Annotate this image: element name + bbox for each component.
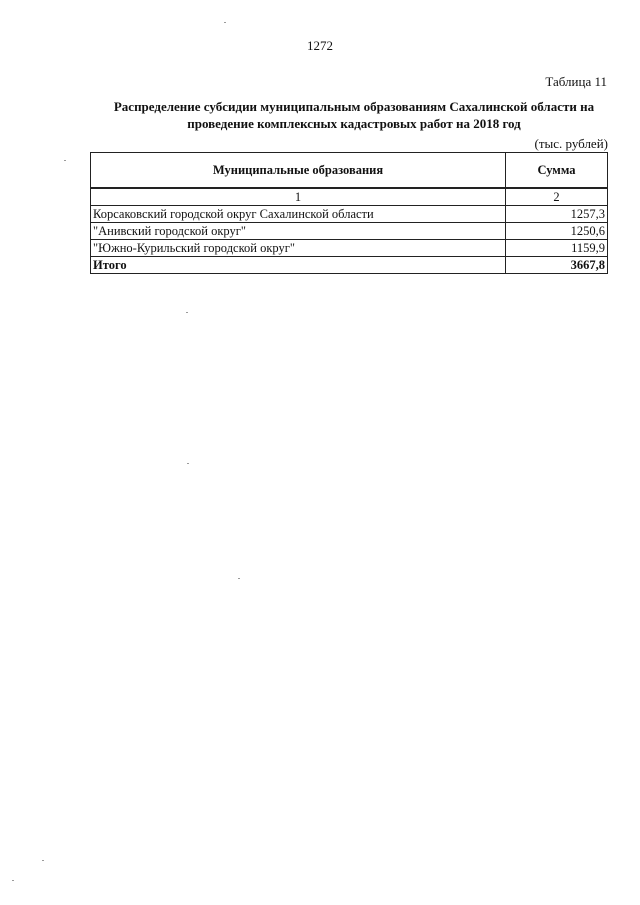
table-header-row <box>91 153 608 189</box>
table-row <box>91 223 608 240</box>
column-number-2: 2 <box>506 188 608 206</box>
scan-speck <box>186 312 188 313</box>
scan-speck <box>238 578 240 579</box>
row-name: "Южно-Курильский городской округ" <box>91 240 506 257</box>
row-name: "Анивский городской округ" <box>91 223 506 240</box>
header-municipalities: Муниципальные образования <box>91 153 506 189</box>
title-line-2: проведение комплексных кадастровых работ на 2018 год <box>187 116 521 131</box>
units-note: (тыс. рублей) <box>534 136 608 151</box>
table-label: Таблица 11 <box>545 74 607 89</box>
total-value: 3667,8 <box>506 257 608 274</box>
total-row <box>91 257 608 274</box>
scan-speck <box>12 880 14 881</box>
scan-speck <box>64 160 66 161</box>
total-label: Итого <box>91 257 506 274</box>
row-value: 1250,6 <box>506 223 608 240</box>
scan-speck <box>42 860 44 861</box>
table-row <box>91 240 608 257</box>
scan-speck <box>187 463 189 464</box>
title-line-1: Распределение субсидии муниципальным образованиям Сахалинской области на <box>113 99 595 114</box>
row-name: Корсаковский городской округ Сахалинской области <box>91 206 506 223</box>
column-number-1: 1 <box>91 188 506 206</box>
row-value: 1159,9 <box>506 240 608 257</box>
scan-speck <box>224 22 226 23</box>
document-title <box>92 98 616 132</box>
page-number: 1272 <box>307 38 333 53</box>
row-value: 1257,3 <box>506 206 608 223</box>
column-number-row <box>91 188 608 206</box>
header-sum: Сумма <box>506 153 608 189</box>
distribution-table <box>90 152 608 274</box>
table-row <box>91 206 608 223</box>
